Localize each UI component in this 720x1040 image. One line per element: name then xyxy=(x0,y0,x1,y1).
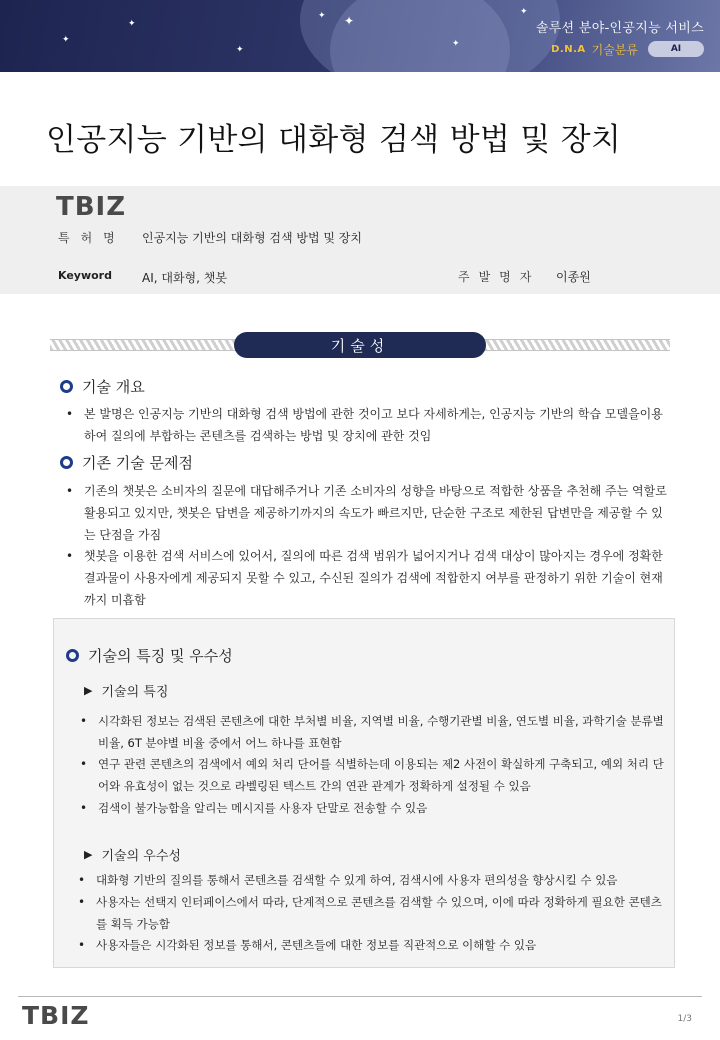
bullet-dot-icon: • xyxy=(78,938,86,952)
page-number: 1/3 xyxy=(677,1014,692,1024)
patent-label: 특허명 xyxy=(58,231,126,245)
bullet-dot-icon: • xyxy=(66,484,74,498)
ring-bullet-icon xyxy=(60,380,73,393)
star-icon: ✦ xyxy=(452,39,460,49)
dna-sub-label: 기술분류 xyxy=(591,42,638,57)
bullet-dot-icon: • xyxy=(66,549,74,563)
keyword-label: Keyword xyxy=(58,269,112,282)
star-icon: ✦ xyxy=(520,7,528,17)
list-item: • 본 발명은 인공지능 기반의 대화형 검색 방법에 관한 것이고 보다 자세하게는, 인공지능 기반의 학습 모델을이용하여 질의에 부합하는 콘텐츠를 검색하는 방법 및 장치에 관한 것임 xyxy=(84,403,670,447)
bullet-dot-icon: • xyxy=(80,757,88,771)
footer-logo: TBIZ xyxy=(22,1001,90,1030)
bullet-dot-icon: • xyxy=(80,801,88,815)
triangle-right-icon: ▶ xyxy=(84,684,93,697)
section-title: 기술성 xyxy=(234,332,486,358)
keyword-value: AI, 대화형, 챗봇 xyxy=(142,271,227,285)
problems-heading-text: 기존 기술 문제점 xyxy=(82,454,193,472)
list-item: • 연구 관련 콘텐츠의 검색에서 예외 처리 단어를 식별하는데 이용되는 제2 사전이 확실하게 구축되고, 예외 처리 단어와 유효성이 없는 것으로 라벨링된 텍스트 간의 연관 관계가 정확하게 설정될 수 있음 xyxy=(98,753,670,797)
bullet-dot-icon: • xyxy=(80,714,88,728)
inventor-value: 이종원 xyxy=(556,270,591,284)
excellence-subheading: ▶ 기술의 우수성 xyxy=(84,848,181,864)
star-icon: ✦ xyxy=(128,19,136,29)
features-heading-text: 기술의 특징 및 우수성 xyxy=(88,647,233,665)
list-item: • 사용자는 선택지 인터페이스에서 따라, 단계적으로 콘텐츠를 검색할 수 있으며, 이에 따라 정확하게 필요한 콘텐츠를 획득 가능함 xyxy=(96,891,670,935)
star-icon: ✦ xyxy=(62,35,70,45)
feature-subheading: ▶ 기술의 특징 xyxy=(84,684,169,700)
list-item: • 대화형 기반의 질의를 통해서 콘텐츠를 검색할 수 있게 하여, 검색시에 사용자 편의성을 향상시킬 수 있음 xyxy=(96,869,670,891)
ai-tag: AI xyxy=(648,41,704,57)
overview-heading xyxy=(60,376,145,397)
triangle-right-icon: ▶ xyxy=(84,848,93,861)
banner-glow xyxy=(330,0,510,72)
bullet-dot-icon: • xyxy=(78,873,86,887)
tbiz-logo: TBIZ xyxy=(56,192,127,222)
star-icon: ✦ xyxy=(236,45,244,55)
problems-heading xyxy=(60,452,193,473)
list-item: • 시각화된 정보는 검색된 콘텐츠에 대한 부처별 비율, 지역별 비율, 수행기관별 비율, 연도별 비율, 과학기술 분류별 비율, 6T 분야별 비율 중에서 어느 하나를 표현함 xyxy=(98,710,670,754)
star-icon: ✦ xyxy=(344,14,355,28)
footer-divider xyxy=(18,996,702,997)
banner-category: 솔루션 분야-인공지능 서비스 xyxy=(535,21,704,36)
overview-heading-text: 기술 개요 xyxy=(82,378,145,396)
bullet-dot-icon: • xyxy=(66,407,74,421)
features-heading xyxy=(66,645,233,666)
dna-label: D.N.A xyxy=(551,43,586,55)
list-item: • 챗봇을 이용한 검색 서비스에 있어서, 질의에 따른 검색 범위가 넓어지거나 검색 대상이 많아지는 경우에 정확한 결과물이 사용자에게 제공되지 못할 수 있고, 수신된 질의가 검색에 적합한지 여부를 판정하기 위한 기술이 현재까지 미흡함 xyxy=(84,545,670,611)
banner-classification xyxy=(551,40,704,58)
bullet-dot-icon: • xyxy=(78,895,86,909)
star-icon: ✦ xyxy=(318,11,326,21)
header-banner xyxy=(0,0,720,72)
page-title: 인공지능 기반의 대화형 검색 방법 및 장치 xyxy=(46,122,622,158)
rope-divider-right xyxy=(484,339,670,351)
list-item: • 사용자들은 시각화된 정보를 통해서, 콘텐츠들에 대한 정보를 직관적으로 이해할 수 있음 xyxy=(96,934,670,956)
patent-value: 인공지능 기반의 대화형 검색 방법 및 장치 xyxy=(142,231,362,245)
list-item: • 검색이 불가능함을 알리는 메시지를 사용자 단말로 전송할 수 있음 xyxy=(98,797,670,819)
rope-divider-left xyxy=(50,339,236,351)
inventor-label: 주발명자 xyxy=(458,270,541,284)
ring-bullet-icon xyxy=(66,649,79,662)
ring-bullet-icon xyxy=(60,456,73,469)
list-item: • 기존의 챗봇은 소비자의 질문에 대답해주거나 기존 소비자의 성향을 바탕으로 적합한 상품을 추천해 주는 역할로 활용되고 있지만, 챗봇은 답변을 제공하기까지의 속도가 빠르지만, 단순한 구조로 제한된 답변만을 제공할 수 있는 단점을 가짐 xyxy=(84,480,670,546)
